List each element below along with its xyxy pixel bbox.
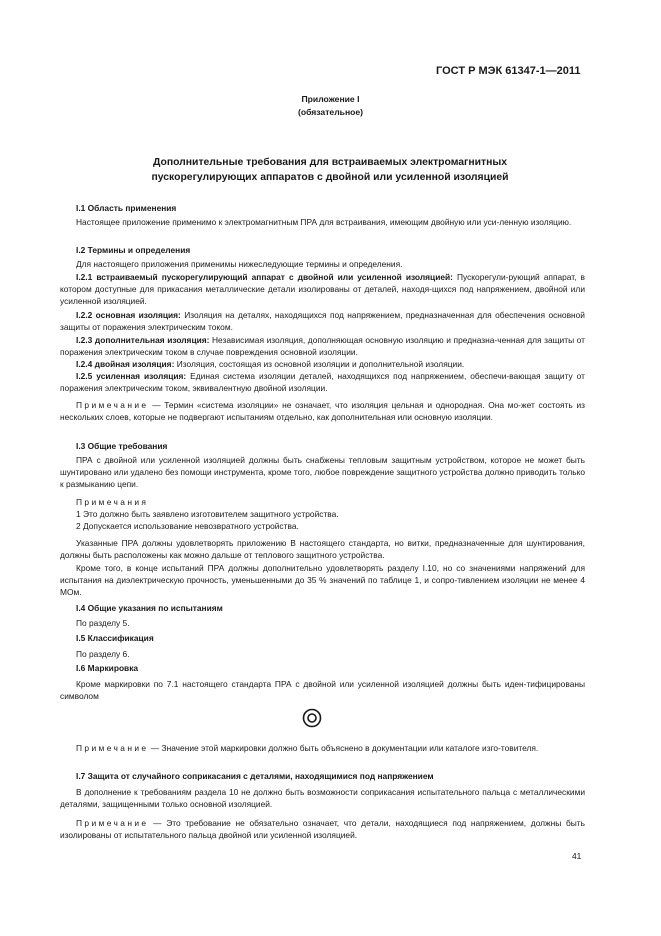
notes-label: Примечания bbox=[76, 497, 149, 507]
note-i2 bbox=[60, 399, 585, 423]
section-i3-para-3: Кроме того, в конце испытаний ПРА должны дополнительно удовлетворять разделу I.10, но со значениями напряжений для испытания на диэлектрическую прочность, уменьшенными до 35 % значений по таблице 1, и сопро-тивлением изоляции не менее 4 МОм. bbox=[60, 563, 585, 598]
title-line-2: пускорегулирующих аппаратов с двойной или усиленной изоляцией bbox=[151, 172, 509, 183]
definition-term: I.2.1 встраиваемый пускорегулирующий аппарат с двойной или усиленной изоляцией: bbox=[76, 272, 453, 282]
section-i2-intro: Для настоящего приложения применимы нижеследующие термины и определения. bbox=[76, 259, 403, 269]
section-heading-i2: I.2 Термины и определения bbox=[76, 245, 191, 255]
definition-text: Единая система изоляции деталей, находящихся под напряжением, обеспечи-вающая защиту от поражения электрическим током, эквивалентную двойной изоляции. bbox=[60, 371, 585, 394]
definition-i2-2 bbox=[60, 309, 585, 333]
section-i5-text: По разделу 6. bbox=[76, 649, 130, 659]
note-item-1: 1 Это должно быть заявлено изготовителем защитного устройства. bbox=[76, 509, 339, 519]
page-title bbox=[80, 155, 580, 185]
definition-term: I.2.5 усиленная изоляция: bbox=[76, 371, 187, 381]
section-i1-text: Настоящее приложение применимо к электромагнитным ПРА для встраивания, имеющим двойную или уси-ленную изоляцию. bbox=[76, 217, 572, 227]
section-i4-text: По разделу 5. bbox=[76, 618, 130, 628]
appendix-title: Приложение I bbox=[301, 94, 360, 104]
definition-i2-5 bbox=[60, 370, 585, 394]
definition-text: Пускорегули-рующий аппарат, в котором доступные для прикасания металлические детали изолированы от деталей, находя-щихся под напряжением, двойной или усиленной изоляцией. bbox=[60, 272, 585, 307]
note-i6 bbox=[60, 742, 585, 754]
note-label: Примечание bbox=[76, 818, 149, 828]
section-heading-i7: I.7 Защита от случайного соприкасания с деталями, находящимися под напряжением bbox=[76, 771, 434, 781]
section-heading-i3: I.3 Общие требования bbox=[76, 441, 168, 451]
note-item-2: 2 Допускается использование невозвратного устройства. bbox=[76, 521, 299, 531]
note-i7 bbox=[60, 817, 585, 841]
note-text: — Это требование не обязательно означает, что детали, находящиеся под напряжением, должны быть изолированы от испытательного пальца двойной или усиленной изоляцией. bbox=[60, 818, 585, 841]
section-i3-para-2: Указанные ПРА должны удовлетворять приложению В настоящего стандарта, но витки, предназначенные для шунтирования, должны быть расположены как можно дальше от теплового защитного устройства. bbox=[60, 538, 585, 561]
appendix-status: (обязательное) bbox=[297, 107, 364, 117]
note-text: — Термин «система изоляции» не означает, что изоляция цельная и однородная. Она мо-жет состоять из нескольких слоев, которые не подвергают испытаниям отдельно, как дополнительная или основную изоляции. bbox=[60, 400, 585, 423]
note-label: Примечание bbox=[76, 400, 149, 410]
section-i3-para-1: ПРА с двойной или усиленной изоляцией должны быть снабжены тепловым защитным устройством, которое не может быть шунтировано или удалено без помощи инструмента, кроме того, любое повреждение защитного устройства должно приводить только к размыканию цепи. bbox=[60, 455, 585, 490]
section-heading-i1: I.1 Область применения bbox=[76, 203, 177, 213]
section-i6-text: Кроме маркировки по 7.1 настоящего стандарта ПРА с двойной или усиленной изоляцией должны быть иден-тифицированы символом bbox=[60, 679, 585, 702]
definition-i2-4 bbox=[60, 358, 585, 370]
definition-text: Независимая изоляция, дополняющая основную изоляцию и предназна-ченная для защиты от поражения электрическим током в случае повреждения основной изоляции. bbox=[60, 335, 585, 358]
definition-i2-1 bbox=[60, 271, 585, 308]
double-insulation-symbol-icon bbox=[302, 708, 322, 728]
section-heading-i6: I.6 Маркировка bbox=[76, 663, 139, 673]
section-heading-i4: I.4 Общие указания по испытаниям bbox=[76, 603, 223, 613]
note-label: Примечание bbox=[76, 743, 149, 753]
note-text: — Значение этой маркировки должно быть объяснено в документации или каталоге изго-товителя. bbox=[148, 743, 539, 753]
definition-i2-3 bbox=[60, 334, 585, 358]
definition-text: Изоляция, состоящая из основной изоляции и дополнительной изоляции. bbox=[174, 359, 465, 369]
document-header: ГОСТ Р МЭК 61347-1—2011 bbox=[436, 65, 581, 77]
definition-term: I.2.4 двойная изоляция: bbox=[76, 359, 175, 369]
definition-term: I.2.3 дополнительная изоляция: bbox=[76, 335, 210, 345]
section-heading-i5: I.5 Классификация bbox=[76, 633, 154, 643]
title-line-1: Дополнительные требования для встраиваемых электромагнитных bbox=[152, 157, 508, 168]
definition-term: I.2.2 основная изоляция: bbox=[76, 310, 181, 320]
definition-text: Изоляция на деталях, находящихся под напряжением, предназначенная для обеспечения основной защиты от поражения электрическим током. bbox=[60, 310, 585, 333]
section-i7-text: В дополнение к требованиям раздела 10 не должно быть возможности соприкасания испытательного пальца с металлическими деталями, защищенными только основной изоляцией. bbox=[60, 787, 585, 810]
page-number: 41 bbox=[572, 851, 582, 861]
